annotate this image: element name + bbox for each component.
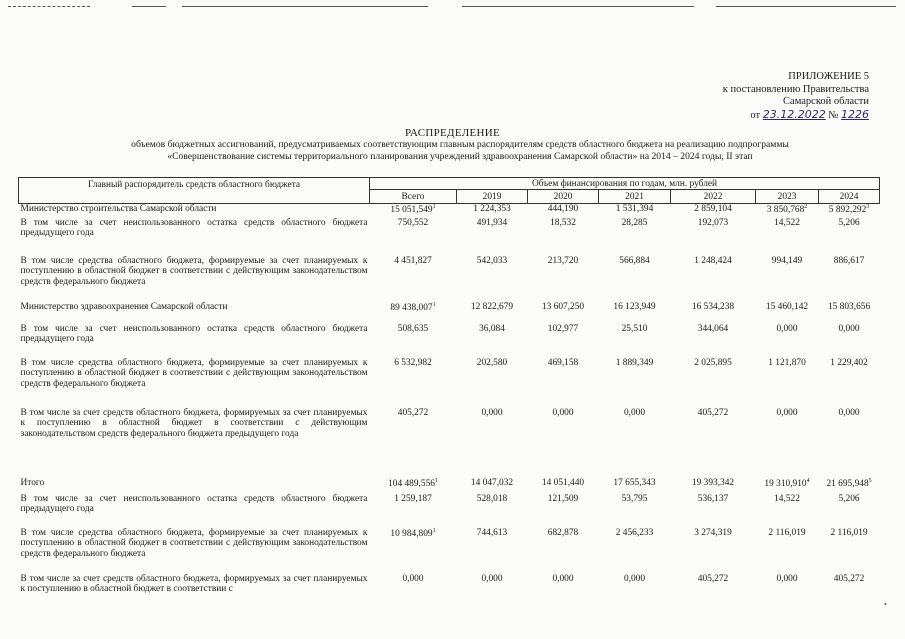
appendix-date-line: [649, 109, 869, 123]
top-rule-4: [462, 6, 694, 7]
value-cell: [819, 302, 880, 324]
header-funding-volume: Объем финансирования по годам, млн. рублей: [370, 178, 880, 190]
cell-value: 89 438,007: [390, 302, 433, 313]
footnote-mark: 2: [804, 204, 808, 210]
table-body: [19, 204, 880, 604]
value-cell: [528, 302, 599, 324]
cell-value: 444,190: [547, 204, 579, 214]
cell-value: 202,580: [476, 357, 508, 368]
table-row: [19, 256, 880, 302]
cell-value: 21 695,948: [826, 478, 869, 489]
cell-value: 542,033: [476, 255, 508, 266]
scan-speck: •: [884, 600, 887, 609]
cell-value: 0,000: [623, 407, 646, 418]
cell-value: 744,613: [476, 527, 508, 538]
value-cell: [370, 302, 457, 324]
cell-value: 566,884: [619, 255, 650, 266]
value-cell: [528, 478, 599, 494]
value-cell: [528, 528, 599, 574]
value-cell: [819, 478, 880, 494]
cell-value: 0,000: [552, 573, 574, 584]
cell-value: 528,018: [476, 493, 508, 504]
value-cell: [819, 358, 880, 408]
cell-value: 405,272: [397, 407, 429, 418]
top-rule-5: [716, 6, 896, 7]
value-cell: [528, 256, 599, 302]
header-year: 2023: [756, 190, 819, 204]
value-cell: [528, 324, 599, 358]
top-rule-1: [8, 6, 90, 7]
value-cell: [599, 574, 671, 604]
cell-value: 1 259,187: [394, 493, 432, 504]
value-cell: [528, 218, 599, 256]
footnote-mark: 3: [866, 204, 870, 210]
cell-value: 5,206: [838, 493, 860, 504]
table-row: [19, 478, 880, 494]
cell-value: 15 051,549: [390, 205, 433, 216]
value-cell: [819, 494, 880, 528]
row-label: Министерство здравоохранения Самарской области: [20, 301, 228, 312]
appendix-heading: ПРИЛОЖЕНИЕ 5: [788, 71, 869, 82]
row-label: В том числе за счет неиспользованного остатка средств областного бюджета предыдущего года: [20, 217, 368, 239]
table-row: [19, 358, 880, 408]
footnote-mark: 5: [868, 477, 872, 484]
header-year: 2021: [599, 190, 671, 204]
cell-value: 13 607,250: [541, 301, 585, 312]
cell-value: 104 489,556: [388, 478, 435, 489]
value-cell: [756, 358, 819, 408]
value-cell: [756, 302, 819, 324]
cell-value: 2 116,019: [830, 527, 868, 538]
value-cell: [528, 204, 599, 218]
header-year: 2024: [819, 190, 880, 204]
value-cell: [457, 408, 528, 478]
header-distributor: Главный распорядитель средств областного бюджета: [19, 178, 370, 204]
value-cell: [756, 478, 819, 494]
value-cell: [599, 528, 671, 574]
cell-value: 405,272: [697, 407, 729, 418]
value-cell: [819, 218, 880, 256]
cell-value: 2 116,019: [768, 527, 806, 538]
cell-value: 491,934: [476, 217, 508, 228]
value-cell: [819, 204, 880, 218]
appendix-region: Самарской области: [783, 96, 869, 107]
value-cell: [457, 218, 528, 256]
cell-value: 19 310,910: [764, 478, 807, 489]
value-cell: [457, 528, 528, 574]
cell-value: 0,000: [402, 573, 424, 584]
value-cell: [756, 204, 819, 218]
value-cell: [819, 528, 880, 574]
top-rule-3: [182, 6, 428, 7]
cell-value: 10 984,809: [390, 528, 433, 539]
value-cell: [819, 574, 880, 604]
value-cell: [671, 478, 756, 494]
budget-table: [18, 177, 880, 604]
value-cell: [671, 494, 756, 528]
document-subtitle: [60, 139, 860, 162]
table-row: [19, 302, 880, 324]
cell-value: 36,084: [479, 323, 505, 334]
handwritten-date: 23.12.2022: [762, 107, 826, 121]
value-cell: [756, 528, 819, 574]
from-label: от: [750, 109, 761, 121]
appendix-block: [649, 71, 869, 122]
cell-value: 18,532: [550, 217, 576, 228]
row-label: В том числе за счет средств областного бюджета, формируемых за счет планируемых к поступлению в областной бюджет в соответствии с: [20, 573, 368, 595]
cell-value: 0,000: [623, 573, 646, 584]
cell-value: 2 025,895: [694, 357, 732, 368]
table-row: [19, 574, 880, 604]
value-cell: [370, 528, 457, 574]
value-cell: [599, 478, 671, 494]
value-cell: [756, 408, 819, 478]
row-label: В том числе средства областного бюджета, формируемые за счет планируемых к поступлению в областной бюджет в соответствии с действующим законодательством средств федерального бюджета: [20, 255, 368, 287]
document-title: РАСПРЕДЕЛЕНИЕ: [405, 127, 500, 139]
cell-value: 405,272: [697, 573, 729, 584]
cell-value: 15 803,656: [827, 301, 871, 312]
row-label: Министерство строительства Самарской области: [20, 204, 217, 214]
number-label: №: [828, 109, 839, 121]
value-cell: [671, 408, 756, 478]
value-cell: [528, 494, 599, 528]
footnote-mark: 1: [432, 204, 436, 210]
cell-value: 192,073: [697, 217, 729, 228]
header-year: 2022: [671, 190, 756, 204]
cell-value: 14,522: [774, 493, 800, 504]
value-cell: [599, 256, 671, 302]
row-label: В том числе средства областного бюджета, формируемые за счет планируемых к поступлению в областной бюджет в соответствии с действующим законодательством средств федерального бюджета: [20, 527, 368, 559]
cell-value: 0,000: [776, 407, 798, 418]
cell-value: 16 123,949: [613, 301, 656, 312]
value-cell: [756, 574, 819, 604]
header-year: 2020: [528, 190, 599, 204]
footnote-mark: 1: [432, 301, 436, 308]
cell-value: 750,552: [397, 217, 429, 228]
value-cell: [370, 494, 457, 528]
cell-value: 14,522: [774, 217, 800, 228]
value-cell: [671, 204, 756, 218]
cell-value: 1 121,870: [768, 357, 806, 368]
table-row: [19, 204, 880, 218]
cell-value: 0,000: [552, 407, 574, 418]
cell-value: 12 822,679: [470, 301, 514, 312]
row-label: Итого: [20, 477, 45, 488]
value-cell: [370, 256, 457, 302]
value-cell: [370, 218, 457, 256]
cell-value: 0,000: [838, 407, 860, 418]
cell-value: 1 889,349: [615, 357, 654, 368]
cell-value: 0,000: [776, 573, 798, 584]
value-cell: [671, 574, 756, 604]
footnote-mark: 4: [806, 477, 810, 484]
value-cell: [599, 408, 671, 478]
value-cell: [528, 408, 599, 478]
cell-value: 1 248,424: [694, 255, 732, 266]
value-cell: [528, 358, 599, 408]
value-cell: [819, 256, 880, 302]
value-cell: [370, 478, 457, 494]
cell-value: 0,000: [481, 573, 503, 584]
cell-value: 53,795: [621, 493, 648, 504]
value-cell: [457, 324, 528, 358]
cell-value: 5 892,292: [828, 205, 867, 216]
cell-value: 3 850,768: [766, 205, 805, 216]
header-year: Всего: [370, 190, 457, 204]
cell-value: 2 456,233: [615, 527, 654, 538]
value-cell: [370, 574, 457, 604]
cell-value: 682,878: [547, 527, 579, 538]
value-cell: [457, 204, 528, 218]
cell-value: 25,510: [621, 323, 648, 334]
value-cell: [370, 204, 457, 218]
value-cell: [370, 358, 457, 408]
cell-value: 14 051,440: [541, 477, 585, 488]
value-cell: [457, 302, 528, 324]
value-cell: [756, 324, 819, 358]
cell-value: 102,977: [547, 323, 579, 334]
cell-value: 536,137: [697, 493, 729, 504]
value-cell: [457, 358, 528, 408]
value-cell: [370, 408, 457, 478]
cell-value: 28,285: [621, 217, 648, 228]
handwritten-number: 1226: [841, 107, 869, 121]
appendix-resolution: к постановлению Правительства: [722, 83, 869, 95]
value-cell: [599, 324, 671, 358]
subtitle-line-2: «Совершенствование системы территориального планирования учреждений здравоохранения Самарской области» на 2014 – 2024 годы, II этап: [167, 150, 753, 162]
cell-value: 6 532,982: [394, 357, 432, 368]
value-cell: [819, 324, 880, 358]
value-cell: [457, 574, 528, 604]
top-rule-2: [132, 6, 166, 7]
cell-value: 17 655,343: [613, 477, 656, 488]
cell-value: 0,000: [481, 407, 503, 418]
cell-value: 0,000: [838, 323, 860, 334]
row-label: В том числе за счет средств областного бюджета, формируемых за счет планируемых к поступлению в областной бюджет в соответствии с действующим законодательством средств федерального бюджета предыдущего года: [20, 407, 368, 439]
cell-value: 469,158: [547, 357, 579, 368]
value-cell: [370, 324, 457, 358]
value-cell: [819, 408, 880, 478]
cell-value: 2 859,104: [694, 204, 732, 214]
value-cell: [599, 302, 671, 324]
value-cell: [599, 358, 671, 408]
value-cell: [457, 256, 528, 302]
row-label: В том числе за счет неиспользованного остатка средств областного бюджета предыдущего года: [20, 493, 368, 515]
value-cell: [671, 324, 756, 358]
cell-value: 19 393,342: [691, 477, 735, 488]
table-row: [19, 218, 880, 256]
cell-value: 405,272: [833, 573, 865, 584]
table-header: [19, 178, 880, 204]
cell-value: 3 274,319: [694, 527, 732, 538]
cell-value: 886,617: [833, 255, 865, 266]
footnote-mark: 1: [432, 527, 436, 534]
cell-value: 1 531,394: [615, 204, 654, 214]
value-cell: [756, 256, 819, 302]
cell-value: 508,635: [397, 323, 429, 334]
value-cell: [671, 218, 756, 256]
cell-value: 0,000: [776, 323, 798, 334]
header-year: 2019: [457, 190, 528, 204]
cell-value: 1 224,353: [473, 204, 511, 214]
cell-value: 344,064: [697, 323, 729, 334]
value-cell: [528, 574, 599, 604]
table-row: [19, 528, 880, 574]
value-cell: [671, 256, 756, 302]
cell-value: 1 229,402: [830, 357, 868, 368]
cell-value: 15 460,142: [765, 301, 809, 312]
table-row: [19, 408, 880, 478]
cell-value: 121,509: [547, 493, 579, 504]
value-cell: [599, 218, 671, 256]
cell-value: 5,206: [838, 217, 860, 228]
cell-value: 213,720: [547, 255, 579, 266]
value-cell: [756, 494, 819, 528]
cell-value: 16 534,238: [691, 301, 735, 312]
value-cell: [599, 494, 671, 528]
value-cell: [599, 204, 671, 218]
footnote-mark: 1: [434, 477, 438, 484]
value-cell: [671, 528, 756, 574]
value-cell: [671, 358, 756, 408]
value-cell: [457, 478, 528, 494]
value-cell: [671, 302, 756, 324]
row-label: В том числе за счет неиспользованного остатка средств областного бюджета предыдущего года: [20, 323, 368, 345]
cell-value: 4 451,827: [394, 255, 432, 266]
table-row: [19, 494, 880, 528]
cell-value: 994,149: [771, 255, 803, 266]
cell-value: 14 047,032: [470, 477, 514, 488]
value-cell: [756, 218, 819, 256]
value-cell: [457, 494, 528, 528]
table-row: [19, 324, 880, 358]
subtitle-line-1: объемов бюджетных ассигнований, предусматриваемых соответствующим главным распорядителям средств областного бюджета на реализацию подпрограммы: [131, 139, 789, 150]
row-label: В том числе средства областного бюджета, формируемые за счет планируемых к поступлению в областной бюджет в соответствии с действующим законодательством средств федерального бюджета: [20, 357, 368, 389]
